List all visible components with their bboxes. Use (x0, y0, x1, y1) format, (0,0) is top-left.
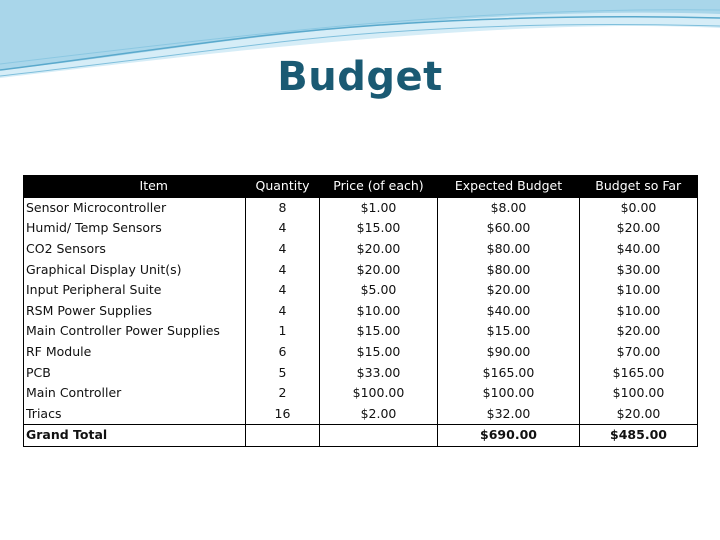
table-row (24, 342, 698, 363)
cell-quantity: 4 (246, 259, 320, 280)
table-row (24, 383, 698, 404)
cell-quantity: 6 (246, 342, 320, 363)
cell-quantity: 4 (246, 301, 320, 322)
cell-price: $100.00 (320, 383, 438, 404)
cell-item: Graphical Display Unit(s) (24, 259, 246, 280)
cell-budget-so-far: $20.00 (616, 323, 661, 339)
cell-budget-so-far: $0.00 (620, 199, 657, 215)
grand-total-row (24, 425, 698, 447)
cell-budget-so-far: $10.00 (616, 282, 661, 298)
table-row (24, 362, 698, 383)
cell-budget-so-far: $40.00 (616, 241, 661, 257)
total-cell-budget-so-far: $485.00 (580, 425, 698, 447)
cell-quantity: 4 (246, 239, 320, 260)
cell-quantity: 4 (246, 218, 320, 239)
cell-price: $15.00 (320, 321, 438, 342)
total-cell-expected-budget: $690.00 (438, 425, 580, 447)
cell-budget-so-far: $10.00 (616, 302, 661, 318)
cell-expected-budget: $90.00 (438, 342, 580, 363)
cell-price: $20.00 (320, 239, 438, 260)
cell-quantity: 4 (246, 280, 320, 301)
table-row (24, 259, 698, 280)
cell-budget-so-far: $70.00 (616, 344, 661, 360)
slide-title: Budget (277, 54, 443, 100)
cell-item: CO2 Sensors (24, 239, 246, 260)
cell-price: $10.00 (320, 301, 438, 322)
column-header-expected-budget: Expected Budget (438, 176, 580, 198)
cell-item: Main Controller (24, 383, 246, 404)
cell-item: RF Module (24, 342, 246, 363)
cell-budget-so-far: $20.00 (616, 220, 661, 236)
cell-item: Humid/ Temp Sensors (24, 218, 246, 239)
cell-expected-budget: $80.00 (438, 259, 580, 280)
cell-price: $33.00 (320, 362, 438, 383)
cell-budget-so-far: $30.00 (616, 261, 661, 277)
budget-table (23, 175, 698, 447)
cell-quantity: 8 (246, 197, 320, 218)
table-body (24, 197, 698, 425)
table-row (24, 301, 698, 322)
cell-budget-so-far: $20.00 (616, 405, 661, 421)
total-cell-price (320, 425, 438, 447)
cell-price: $20.00 (320, 259, 438, 280)
total-cell-item: Grand Total (24, 425, 246, 447)
cell-price: $15.00 (320, 218, 438, 239)
cell-item: PCB (24, 362, 246, 383)
column-header-budget-so-far: Budget so Far (580, 176, 698, 198)
column-header-price: Price (of each) (320, 176, 438, 198)
column-header-item: Item (24, 176, 246, 198)
cell-expected-budget: $20.00 (438, 280, 580, 301)
cell-expected-budget: $15.00 (438, 321, 580, 342)
cell-expected-budget: $8.00 (438, 197, 580, 218)
cell-item: Triacs (24, 404, 246, 425)
table-row (24, 280, 698, 301)
cell-budget-so-far: $100.00 (612, 385, 665, 401)
cell-quantity: 1 (246, 321, 320, 342)
cell-price: $2.00 (320, 404, 438, 425)
cell-price: $1.00 (320, 197, 438, 218)
cell-expected-budget: $165.00 (438, 362, 580, 383)
cell-quantity: 16 (246, 404, 320, 425)
cell-item: Main Controller Power Supplies (24, 321, 246, 342)
cell-expected-budget: $60.00 (438, 218, 580, 239)
cell-quantity: 5 (246, 362, 320, 383)
cell-item: Sensor Microcontroller (24, 197, 246, 218)
column-header-quantity: Quantity (246, 176, 320, 198)
cell-quantity: 2 (246, 383, 320, 404)
table-row (24, 321, 698, 342)
cell-price: $15.00 (320, 342, 438, 363)
cell-item: RSM Power Supplies (24, 301, 246, 322)
total-cell-quantity (246, 425, 320, 447)
cell-expected-budget: $80.00 (438, 239, 580, 260)
table-row (24, 218, 698, 239)
table-header-row (24, 176, 698, 198)
table-row (24, 197, 698, 218)
cell-expected-budget: $32.00 (438, 404, 580, 425)
cell-price: $5.00 (320, 280, 438, 301)
table-row (24, 239, 698, 260)
cell-item: Input Peripheral Suite (24, 280, 246, 301)
cell-budget-so-far: $165.00 (612, 364, 665, 380)
table-row (24, 404, 698, 425)
cell-expected-budget: $40.00 (438, 301, 580, 322)
cell-expected-budget: $100.00 (438, 383, 580, 404)
